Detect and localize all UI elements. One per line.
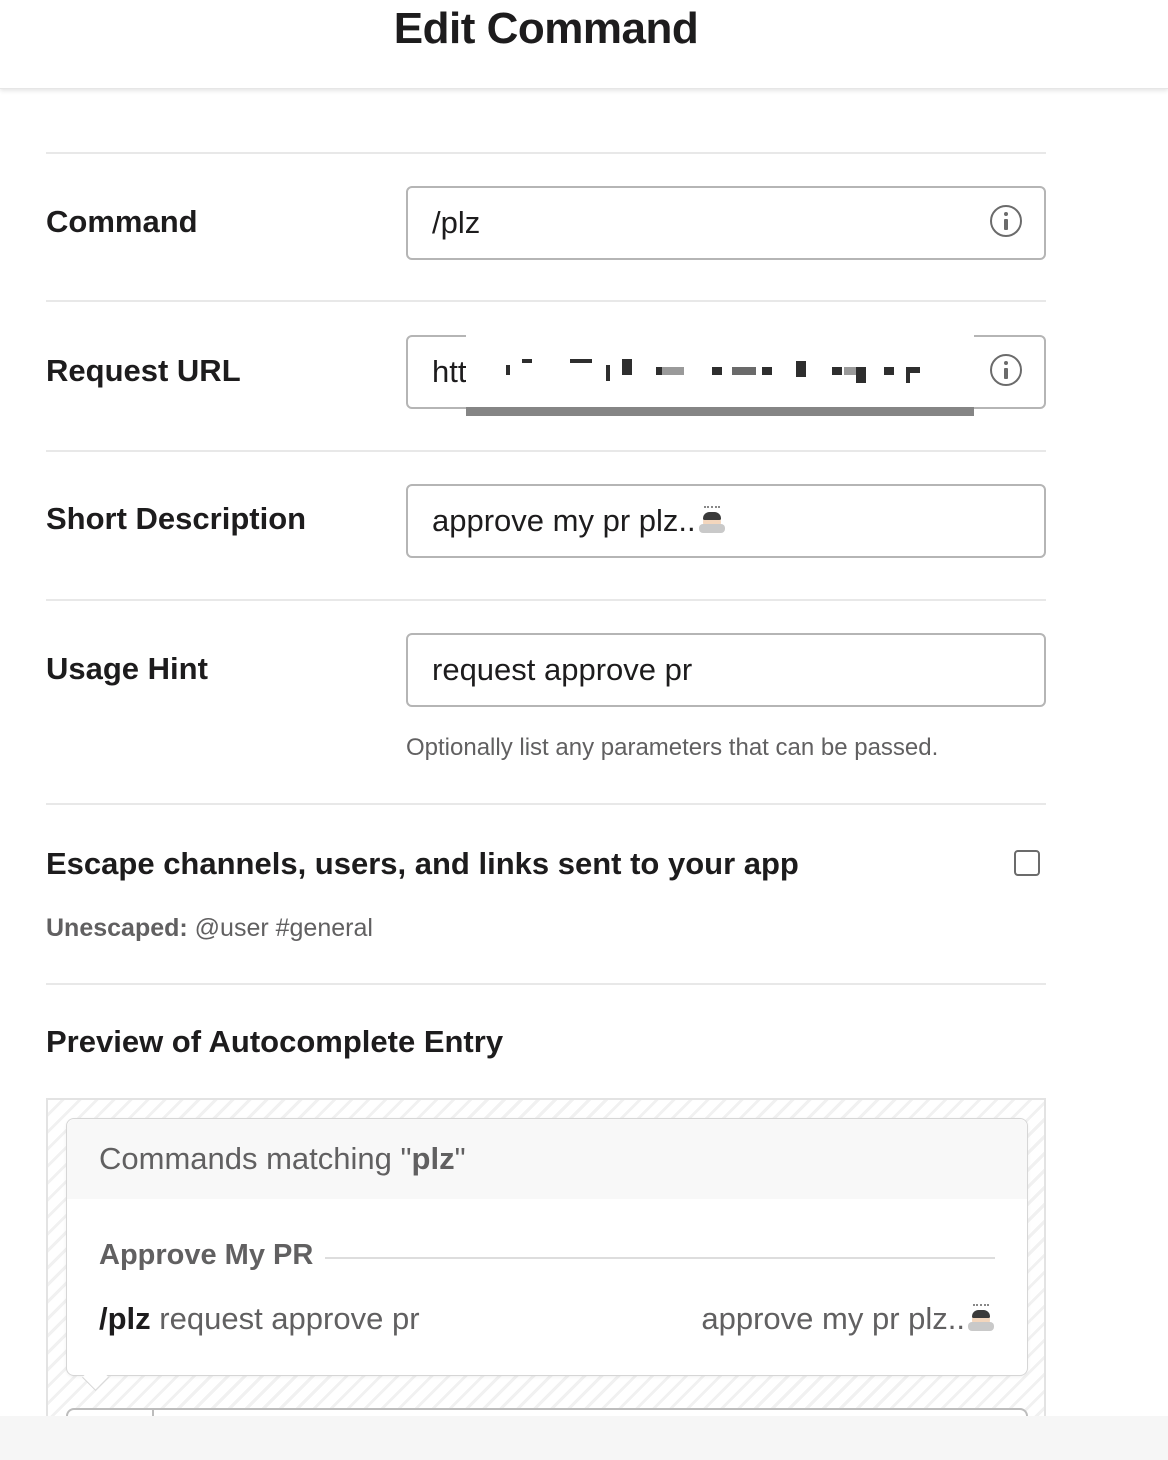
short-description-label: Short Description [46,501,307,536]
autocomplete-header [67,1119,1027,1199]
unescaped-label: Unescaped: [46,914,188,942]
info-icon[interactable] [990,354,1022,386]
autocomplete-popup [66,1118,1028,1376]
person-bowing-emoji-icon [698,506,726,534]
preview-description-wrap [701,1301,995,1337]
autocomplete-command-row[interactable] [99,1301,420,1337]
autocomplete-header-text [99,1141,466,1177]
escape-checkbox[interactable] [1014,850,1040,876]
group-divider [325,1257,995,1259]
request-url-input[interactable] [406,335,1046,409]
divider [46,450,1046,452]
page-title: Edit Command [393,4,699,53]
divider [46,803,1046,805]
person-bowing-emoji-icon [967,1304,995,1332]
command-input[interactable] [406,186,1046,260]
preview-description: approve my pr plz.. [701,1301,965,1336]
preview-command: /plz [99,1301,151,1336]
usage-hint-label: Usage Hint [46,651,208,686]
short-description-value-wrap [432,486,726,556]
bottom-bar [0,1416,1168,1460]
short-description-input[interactable] [406,484,1046,558]
preview-title: Preview of Autocomplete Entry [46,1024,504,1059]
divider [46,983,1046,985]
divider [46,599,1046,601]
matching-suffix: " [454,1141,466,1176]
unescaped-example [46,914,373,943]
usage-hint-input[interactable] [406,633,1046,707]
command-value: /plz [432,205,481,240]
command-label: Command [46,204,198,239]
matching-term: plz [411,1141,455,1176]
app-group-title: Approve My PR [99,1239,314,1271]
redaction-overlay [466,333,974,416]
request-url-label: Request URL [46,353,241,388]
info-icon[interactable] [990,205,1022,237]
autocomplete-preview [46,1098,1046,1438]
divider [46,300,1046,302]
divider [46,152,1046,154]
header [0,0,1168,89]
request-url-value: htt [432,354,467,389]
matching-prefix: Commands matching " [99,1141,412,1176]
unescaped-value: @user #general [194,914,373,942]
escape-option-label: Escape channels, users, and links sent to your app [46,846,799,881]
usage-hint-help: Optionally list any parameters that can be passed. [406,734,939,761]
usage-hint-value: request approve pr [432,652,693,687]
short-description-value: approve my pr plz.. [432,503,696,538]
preview-usage: request approve pr [159,1301,420,1336]
